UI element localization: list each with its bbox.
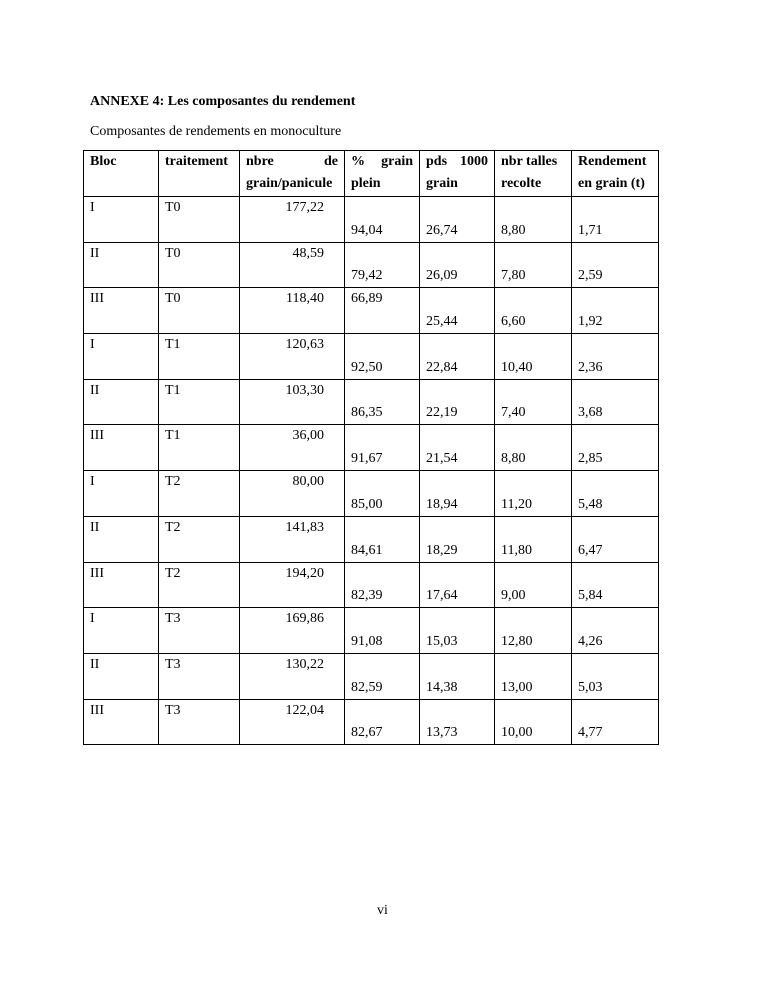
cell-nbr-talles: 10,00 (495, 699, 572, 745)
page-number: vi (377, 903, 388, 918)
table-header-row (84, 151, 659, 197)
cell-nbr-talles: 13,00 (495, 653, 572, 699)
table-row (84, 653, 659, 699)
cell-traitement: T1 (159, 379, 240, 425)
table-row (84, 562, 659, 608)
cell-pct-grain-plein: 82,67 (345, 699, 420, 745)
cell-rendement: 1,71 (572, 197, 659, 243)
cell-traitement: T3 (159, 608, 240, 654)
cell-nbr-talles: 6,60 (495, 288, 572, 334)
cell-pct-grain-plein: 79,42 (345, 242, 420, 288)
cell-pct-grain-plein: 85,00 (345, 471, 420, 517)
cell-nbre-grain: 177,22 (240, 197, 345, 243)
cell-rendement: 5,84 (572, 562, 659, 608)
header-pds-1000-grain: pds 1000 grain (420, 151, 495, 197)
cell-bloc: I (84, 197, 159, 243)
cell-bloc: II (84, 516, 159, 562)
cell-traitement: T0 (159, 197, 240, 243)
cell-bloc: II (84, 242, 159, 288)
cell-pct-grain-plein: 84,61 (345, 516, 420, 562)
cell-traitement: T2 (159, 516, 240, 562)
cell-bloc: I (84, 608, 159, 654)
table-row (84, 608, 659, 654)
annex-title: ANNEXE 4: Les composantes du rendement (90, 94, 356, 109)
cell-pct-grain-plein: 91,67 (345, 425, 420, 471)
cell-bloc: II (84, 379, 159, 425)
header-bloc: Bloc (84, 151, 159, 197)
cell-nbre-grain: 118,40 (240, 288, 345, 334)
cell-bloc: II (84, 653, 159, 699)
table-row (84, 334, 659, 380)
cell-traitement: T0 (159, 242, 240, 288)
cell-nbre-grain: 36,00 (240, 425, 345, 471)
cell-pds-1000-grain: 26,09 (420, 242, 495, 288)
cell-traitement: T1 (159, 334, 240, 380)
header-nbre-grain-panicule: nbre de grain/panicule (240, 151, 345, 197)
cell-bloc: III (84, 562, 159, 608)
cell-bloc: III (84, 288, 159, 334)
header-pct-grain-plein: % grain plein (345, 151, 420, 197)
cell-pds-1000-grain: 18,29 (420, 516, 495, 562)
cell-nbre-grain: 141,83 (240, 516, 345, 562)
cell-nbre-grain: 80,00 (240, 471, 345, 517)
cell-nbre-grain: 103,30 (240, 379, 345, 425)
cell-pds-1000-grain: 22,84 (420, 334, 495, 380)
cell-traitement: T3 (159, 653, 240, 699)
table-caption: Composantes de rendements en monoculture (90, 124, 342, 139)
cell-pds-1000-grain: 18,94 (420, 471, 495, 517)
cell-nbre-grain: 194,20 (240, 562, 345, 608)
table-row (84, 197, 659, 243)
cell-bloc: I (84, 471, 159, 517)
cell-traitement: T3 (159, 699, 240, 745)
cell-nbr-talles: 7,80 (495, 242, 572, 288)
cell-nbr-talles: 8,80 (495, 425, 572, 471)
cell-nbr-talles: 11,80 (495, 516, 572, 562)
header-rendement-grain: Rendement en grain (t) (572, 151, 659, 197)
cell-pds-1000-grain: 22,19 (420, 379, 495, 425)
table-row (84, 379, 659, 425)
cell-nbr-talles: 8,80 (495, 197, 572, 243)
cell-rendement: 2,36 (572, 334, 659, 380)
cell-rendement: 4,77 (572, 699, 659, 745)
header-nbr-talles-recolte: nbr talles recolte (495, 151, 572, 197)
table-row (84, 471, 659, 517)
cell-bloc: I (84, 334, 159, 380)
cell-traitement: T0 (159, 288, 240, 334)
cell-rendement: 5,48 (572, 471, 659, 517)
cell-nbr-talles: 10,40 (495, 334, 572, 380)
cell-pct-grain-plein: 66,89 (345, 288, 420, 334)
cell-pds-1000-grain: 15,03 (420, 608, 495, 654)
cell-pct-grain-plein: 86,35 (345, 379, 420, 425)
cell-nbre-grain: 48,59 (240, 242, 345, 288)
cell-traitement: T1 (159, 425, 240, 471)
table-row (84, 516, 659, 562)
table-row (84, 425, 659, 471)
cell-bloc: III (84, 425, 159, 471)
cell-nbre-grain: 130,22 (240, 653, 345, 699)
cell-bloc: III (84, 699, 159, 745)
table-row (84, 699, 659, 745)
cell-nbr-talles: 11,20 (495, 471, 572, 517)
cell-rendement: 5,03 (572, 653, 659, 699)
cell-pds-1000-grain: 21,54 (420, 425, 495, 471)
yield-components-table (83, 150, 659, 745)
cell-pct-grain-plein: 91,08 (345, 608, 420, 654)
cell-nbr-talles: 9,00 (495, 562, 572, 608)
header-traitement: traitement (159, 151, 240, 197)
cell-rendement: 2,59 (572, 242, 659, 288)
cell-rendement: 2,85 (572, 425, 659, 471)
cell-rendement: 4,26 (572, 608, 659, 654)
cell-rendement: 1,92 (572, 288, 659, 334)
cell-nbre-grain: 122,04 (240, 699, 345, 745)
cell-pds-1000-grain: 26,74 (420, 197, 495, 243)
cell-pds-1000-grain: 17,64 (420, 562, 495, 608)
cell-pds-1000-grain: 25,44 (420, 288, 495, 334)
table-row (84, 242, 659, 288)
cell-nbr-talles: 7,40 (495, 379, 572, 425)
cell-rendement: 6,47 (572, 516, 659, 562)
cell-nbre-grain: 169,86 (240, 608, 345, 654)
cell-nbr-talles: 12,80 (495, 608, 572, 654)
cell-pct-grain-plein: 92,50 (345, 334, 420, 380)
cell-pct-grain-plein: 94,04 (345, 197, 420, 243)
cell-pct-grain-plein: 82,39 (345, 562, 420, 608)
cell-rendement: 3,68 (572, 379, 659, 425)
cell-pct-grain-plein: 82,59 (345, 653, 420, 699)
cell-pds-1000-grain: 13,73 (420, 699, 495, 745)
cell-traitement: T2 (159, 471, 240, 517)
cell-nbre-grain: 120,63 (240, 334, 345, 380)
cell-traitement: T2 (159, 562, 240, 608)
table-row (84, 288, 659, 334)
cell-pds-1000-grain: 14,38 (420, 653, 495, 699)
